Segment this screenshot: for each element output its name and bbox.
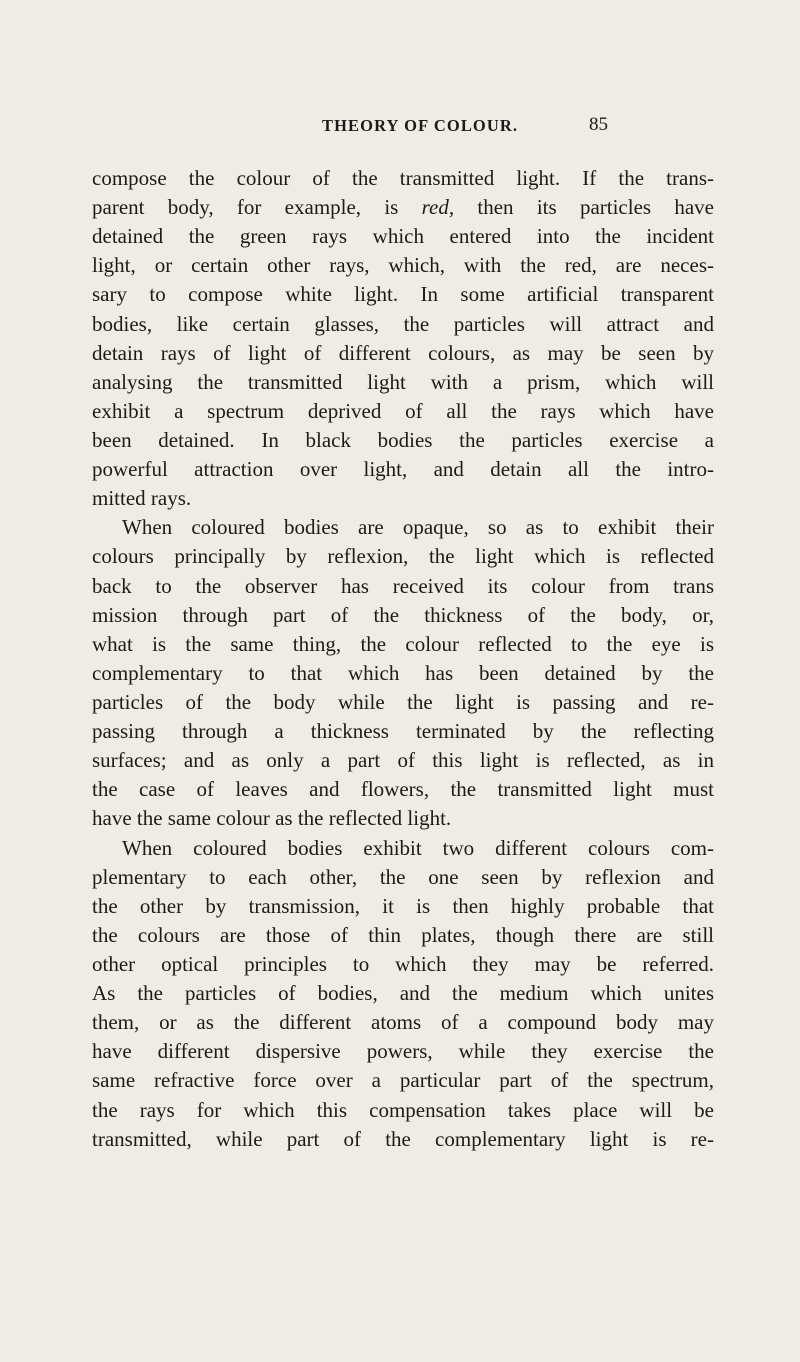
text-line: surfaces; and as only a part of this light is reflected, as in <box>92 748 714 773</box>
text-line: the rays for which this compensation takes place will be <box>92 1097 714 1122</box>
text-line: colours principally by reflexion, the light which is reflected <box>92 544 714 569</box>
paragraph-start-line: When coloured bodies are opaque, so as to exhibit their <box>122 515 714 540</box>
text-line: other optical principles to which they may be referred. <box>92 951 714 976</box>
text-line: analysing the transmitted light with a prism, which will <box>92 369 714 394</box>
text-line: parent body, for example, is red, then its particles have <box>92 195 714 220</box>
paragraph-start-line: When coloured bodies exhibit two different colours com- <box>122 835 714 860</box>
text-line: mission through part of the thickness of the body, or, <box>92 602 714 627</box>
text-line: been detained. In black bodies the particles exercise a <box>92 427 714 452</box>
text-line: have different dispersive powers, while they exercise the <box>92 1039 714 1064</box>
text-line: light, or certain other rays, which, with the red, are neces- <box>92 253 714 278</box>
text-line: detain rays of light of different colours, as may be seen by <box>92 340 714 365</box>
text-line: the case of leaves and flowers, the transmitted light must <box>92 777 714 802</box>
text-line: the other by transmission, it is then highly probable that <box>92 893 714 918</box>
text-line: sary to compose white light. In some artificial transparent <box>92 282 714 307</box>
text-line: As the particles of bodies, and the medium which unites <box>92 981 714 1006</box>
page-number: 85 <box>589 114 608 135</box>
text-line: particles of the body while the light is passing and re- <box>92 689 714 714</box>
text-line: detained the green rays which entered into the incident <box>92 224 714 249</box>
text-line: what is the same thing, the colour reflected to the eye is <box>92 631 714 656</box>
paragraph-end-line: mitted rays. <box>92 486 192 511</box>
body-text <box>92 164 714 1154</box>
text-line: plementary to each other, the one seen by reflexion and <box>92 864 714 889</box>
text-line: passing through a thickness terminated by the reflecting <box>92 719 714 744</box>
text-line: transmitted, while part of the complementary light is re- <box>92 1126 714 1151</box>
text-line: back to the observer has received its colour from trans <box>92 573 714 598</box>
text-line: compose the colour of the transmitted light. If the trans- <box>92 166 714 190</box>
text-line: powerful attraction over light, and detain all the intro- <box>92 457 714 482</box>
text-line: complementary to that which has been detained by the <box>92 660 714 685</box>
text-line: same refractive force over a particular part of the spectrum, <box>92 1068 714 1093</box>
text-line: the colours are those of thin plates, though there are still <box>92 922 714 947</box>
running-head-title: THEORY OF COLOUR. <box>322 116 519 135</box>
text-line: them, or as the different atoms of a compound body may <box>92 1010 714 1035</box>
text-line: bodies, like certain glasses, the particles will attract and <box>92 311 714 336</box>
running-head <box>0 114 800 144</box>
paragraph-end-line: have the same colour as the reflected light. <box>92 806 452 831</box>
text-line: exhibit a spectrum deprived of all the rays which have <box>92 398 714 423</box>
